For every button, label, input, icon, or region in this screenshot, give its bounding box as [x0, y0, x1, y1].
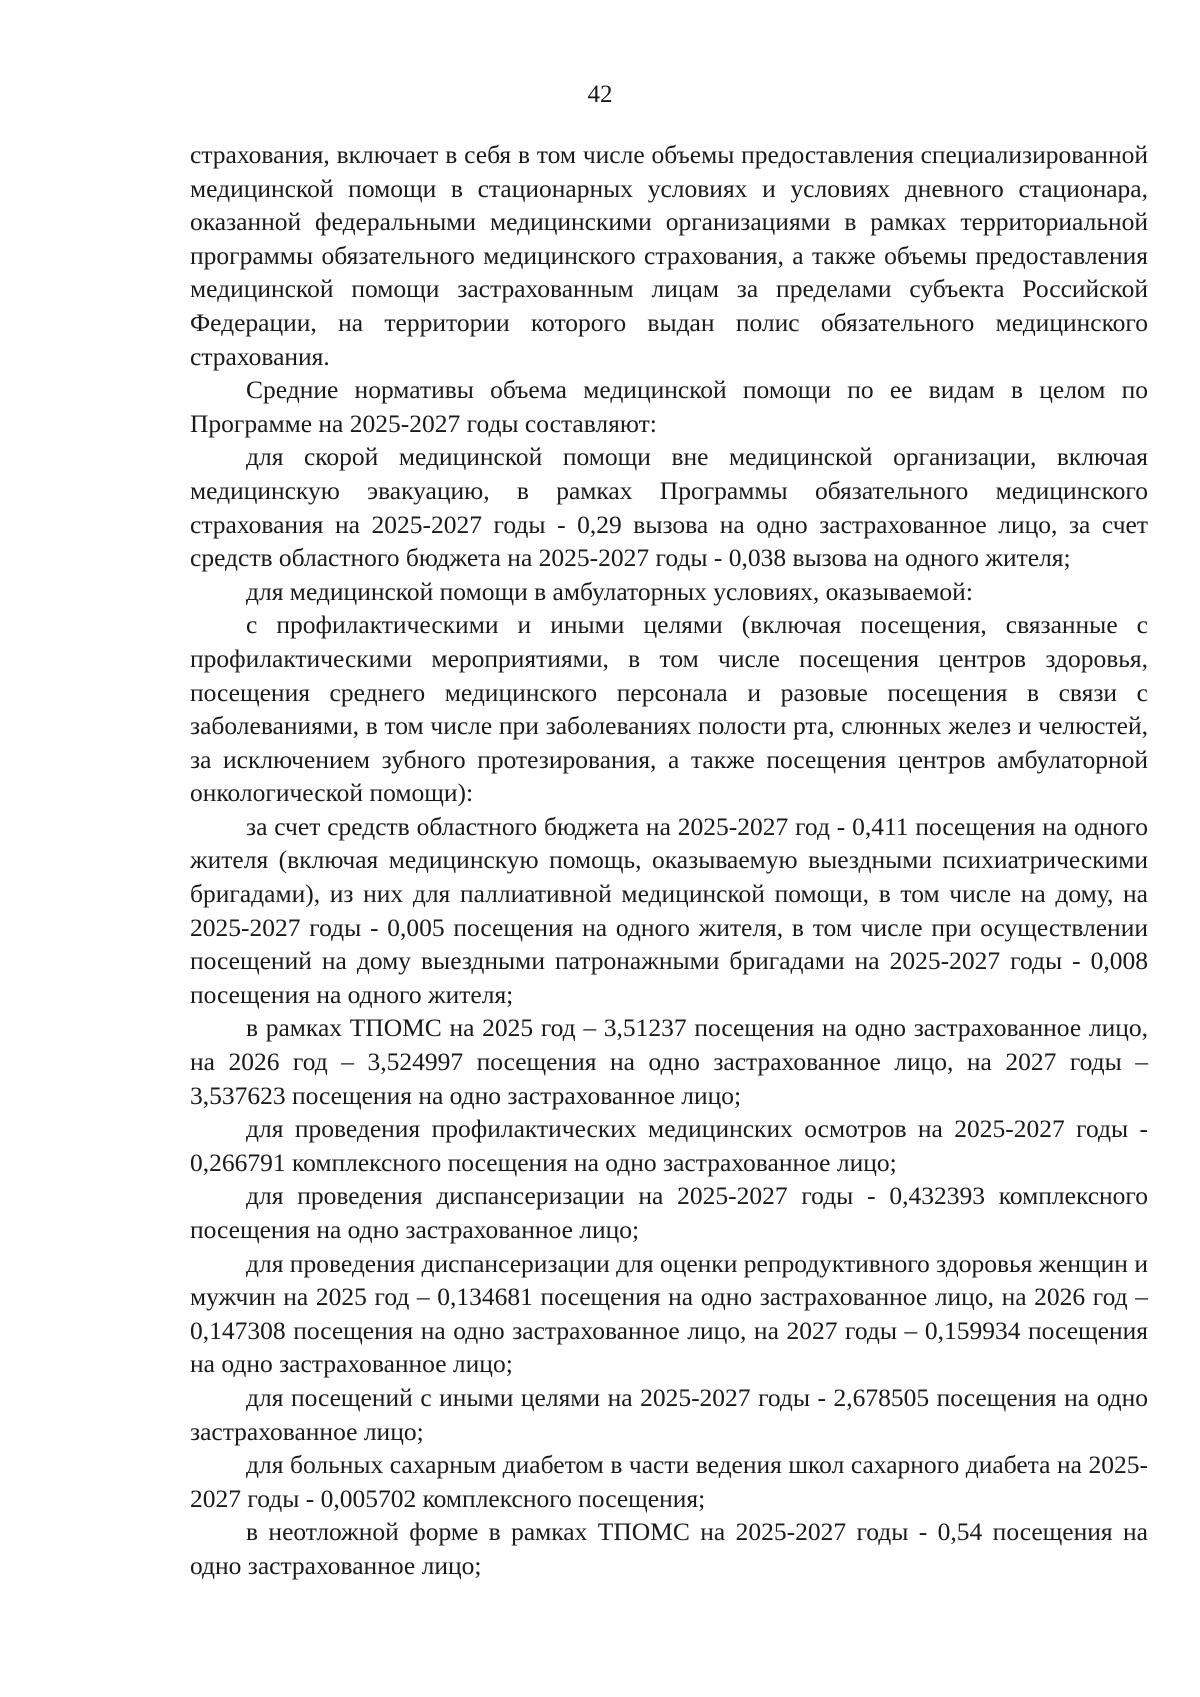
- paragraph: в неотложной форме в рамках ТПОМС на 2025-2027 годы - 0,54 посещения на одно застрахованное лицо;: [190, 1517, 1148, 1580]
- paragraph: для скорой медицинской помощи вне медицинской организации, включая медицинскую эвакуацию, в рамках Программы обязательного медицинского страхования на 2025-2027 годы - 0,29 вызова на одно застрахованное лицо, за счет средств областного бюджета на 2025-2027 годы - 0,038 вызова на одного жителя;: [190, 442, 1148, 573]
- page-number: 42: [587, 81, 613, 108]
- paragraph: Средние нормативы объема медицинской помощи по ее видам в целом по Программе на 2025-2027 годы составляют:: [190, 375, 1148, 438]
- paragraph: с профилактическими и иными целями (включая посещения, связанные с профилактическими мероприятиями, в том числе посещения центров здоровья, посещения среднего медицинского персонала и разовые посещения в связи с заболеваниями, в том числе при заболеваниях полости рта, слюнных желез и челюстей, за исключением зубного протезирования, а также посещения центров амбулаторной онкологической помощи):: [190, 610, 1148, 808]
- document-body: [190, 138, 1148, 1583]
- paragraph: для проведения диспансеризации для оценки репродуктивного здоровья женщин и мужчин на 2025 год – 0,134681 посещения на одно застрахованное лицо, на 2026 год – 0,147308 посещения на одно застрахованное лицо, на 2027 годы – 0,159934 посещения на одно застрахованное лицо;: [190, 1248, 1148, 1379]
- paragraph: для больных сахарным диабетом в части ведения школ сахарного диабета на 2025-2027 годы - 0,005702 комплексного посещения;: [190, 1450, 1148, 1513]
- paragraph: для медицинской помощи в амбулаторных условиях, оказываемой:: [246, 576, 973, 606]
- paragraph: для посещений с иными целями на 2025-2027 годы - 2,678505 посещения на одно застрахованное лицо;: [190, 1382, 1148, 1446]
- paragraph: страхования, включает в себя в том числе объемы предоставления специализированной медицинской помощи в стационарных условиях и условиях дневного стационара, оказанной федеральными медицинскими организациями в рамках территориальной программы обязательного медицинского страхования, а также объемы предоставления медицинской помощи застрахованным лицам за пределами субъекта Российской Федерации, на территории которого выдан полис обязательного медицинского страхования.: [190, 140, 1148, 371]
- paragraph: за счет средств областного бюджета на 2025-2027 год - 0,411 посещения на одного жителя (включая медицинскую помощь, оказываемую выездными психиатрическими бригадами), из них для паллиативной медицинской помощи, в том числе на дому, на 2025-2027 годы - 0,005 посещения на одного жителя, в том числе при осуществлении посещений на дому выездными патронажными бригадами на 2025-2027 годы - 0,008 посещения на одного жителя;: [190, 811, 1148, 1009]
- paragraph: для проведения профилактических медицинских осмотров на 2025-2027 годы - 0,266791 комплексного посещения на одно застрахованное лицо;: [190, 1114, 1148, 1177]
- paragraph: для проведения диспансеризации на 2025-2027 годы - 0,432393 комплексного посещения на одно застрахованное лицо;: [190, 1181, 1148, 1244]
- paragraph: в рамках ТПОМС на 2025 год – 3,51237 посещения на одно застрахованное лицо, на 2026 год – 3,524997 посещения на одно застрахованное лицо, на 2027 годы – 3,537623 посещения на одно застрахованное лицо;: [190, 1013, 1148, 1110]
